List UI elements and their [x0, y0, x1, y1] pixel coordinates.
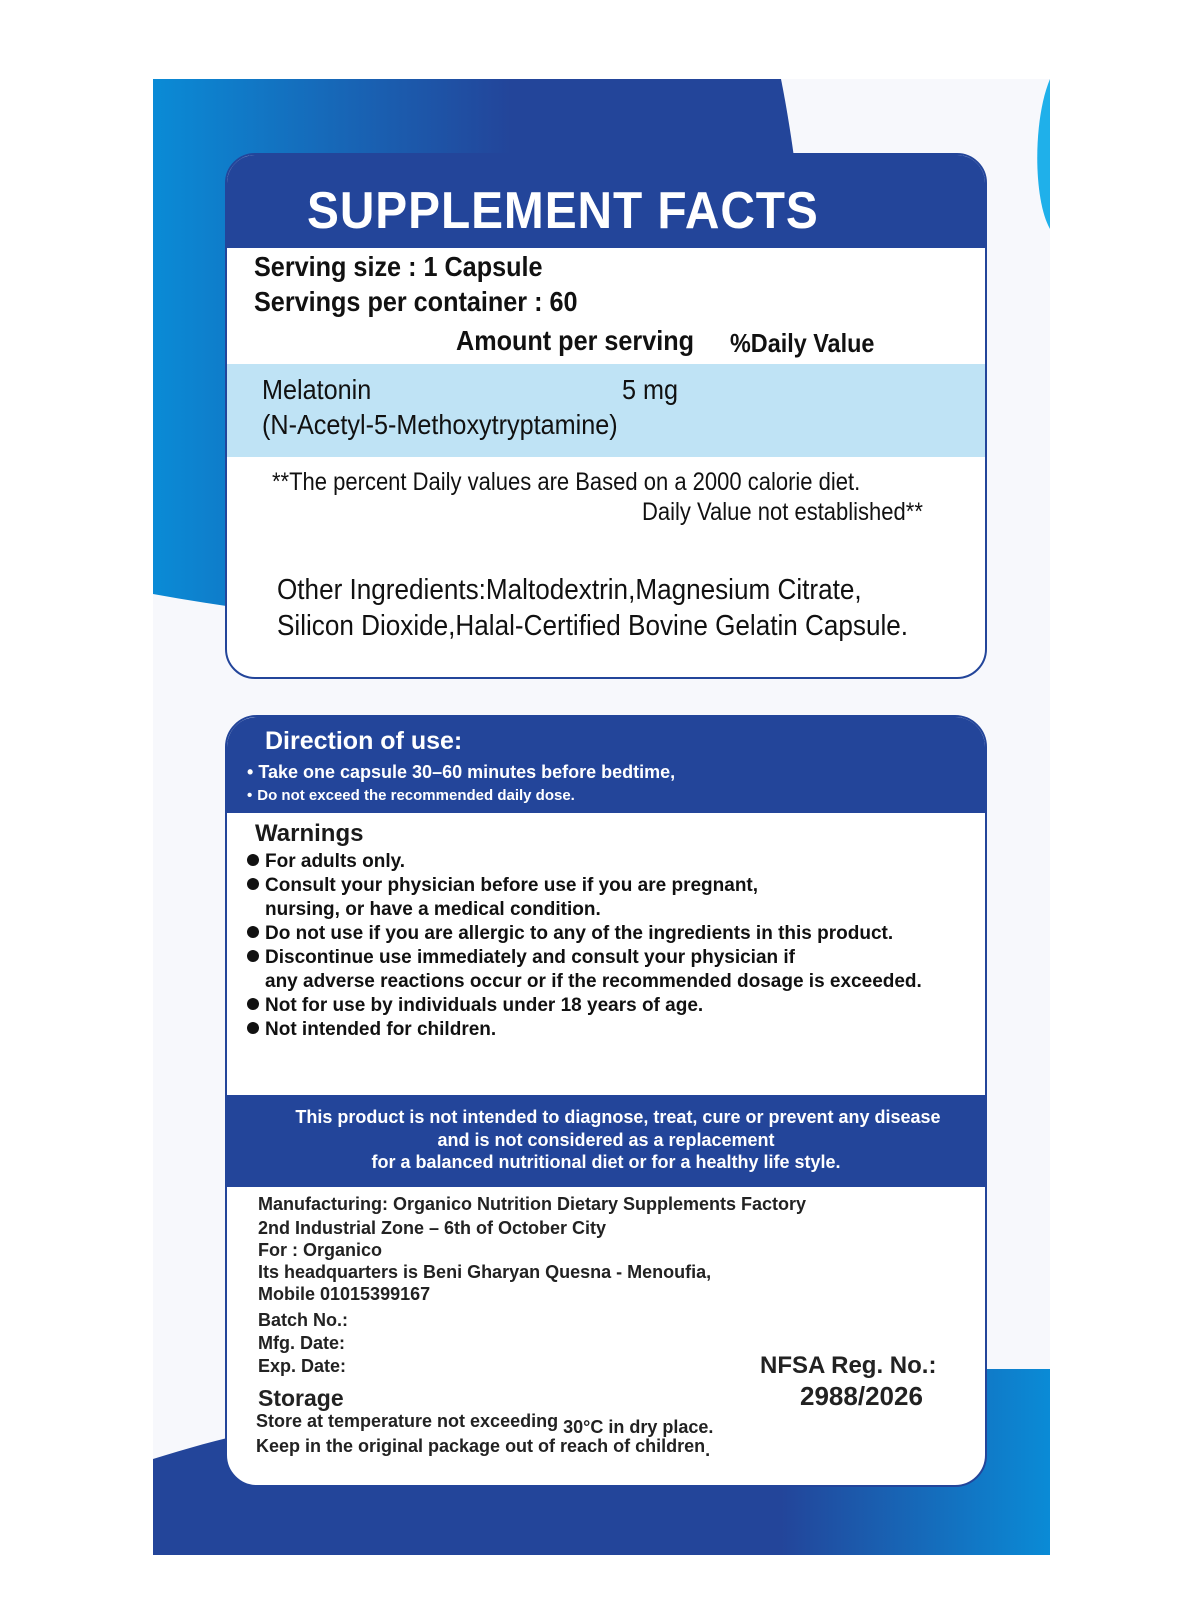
manufacturer-line1: Manufacturing: Organico Nutrition Dietary Supplements Factory: [258, 1194, 807, 1214]
nutrient-chemical-name: (N-Acetyl-5-Methoxytryptamine): [262, 409, 618, 440]
bullet-icon: •: [247, 787, 253, 804]
mfg-date: Mfg. Date:: [258, 1333, 345, 1353]
warning-item-continuation: any adverse reactions occur or if the recommended dosage is exceeded.: [265, 971, 922, 992]
registration-number: 2988/2026: [800, 1381, 923, 1411]
warning-item: Not intended for children.: [247, 1019, 496, 1041]
registration-label: NFSA Reg. No.:: [760, 1352, 937, 1379]
info-panel: [225, 715, 987, 1487]
manufacturer-line4: Its headquarters is Beni Gharyan Quesna - Menoufia,: [258, 1262, 712, 1282]
directions-header: [227, 717, 985, 813]
storage-line2: Keep in the original package out of reach of children.: [256, 1436, 711, 1460]
nutrient-row: [227, 364, 985, 457]
storage-title: Storage: [258, 1385, 344, 1411]
daily-value-header: %Daily Value: [730, 328, 875, 358]
daily-value-note: **The percent Daily values are Based on a 2000 calorie diet.: [272, 468, 861, 496]
bullet-icon: [247, 998, 259, 1010]
disclaimer-band: [227, 1095, 985, 1187]
warnings-title: Warnings: [255, 820, 364, 847]
serving-size: Serving size : 1 Capsule: [254, 251, 543, 282]
exp-date: Exp. Date:: [258, 1356, 347, 1376]
nutrient-name: Melatonin: [262, 374, 372, 405]
bullet-icon: [247, 1022, 259, 1034]
manufacturer-line3: For : Organico: [258, 1240, 383, 1260]
manufacturer-line2: 2nd Industrial Zone – 6th of October City: [258, 1218, 607, 1238]
warning-item: Consult your physician before use if you are pregnant,: [247, 875, 758, 897]
direction-item: • Do not exceed the recommended daily dose.: [247, 787, 575, 804]
storage-line1: Store at temperature not exceeding 30°C in dry place.: [256, 1411, 714, 1437]
manufacturer-line5: Mobile 01015399167: [258, 1284, 431, 1304]
warning-item: For adults only.: [247, 851, 405, 873]
daily-value-not-established: Daily Value not established**: [642, 498, 923, 526]
warning-item: Discontinue use immediately and consult your physician if: [247, 947, 795, 969]
amount-per-serving-header: Amount per serving: [456, 325, 695, 356]
bullet-icon: [247, 854, 259, 866]
supplement-facts-panel: [225, 153, 987, 679]
batch-number: Batch No.:: [258, 1310, 348, 1330]
disclaimer-line3: for a balanced nutritional diet or for a healthy life style.: [371, 1152, 841, 1172]
other-ingredients-line2: Silicon Dioxide,Halal-Certified Bovine Gelatin Capsule.: [277, 610, 909, 642]
disclaimer-line1: This product is not intended to diagnose, treat, cure or prevent any disease: [295, 1107, 941, 1127]
servings-per-container: Servings per container : 60: [254, 286, 578, 317]
bullet-icon: [247, 878, 259, 890]
directions-title: Direction of use:: [265, 727, 463, 755]
warning-item-continuation: nursing, or have a medical condition.: [265, 899, 601, 920]
disclaimer-line2: and is not considered as a replacement: [437, 1130, 775, 1150]
nutrient-amount: 5 mg: [622, 374, 679, 405]
bullet-icon: [247, 926, 259, 938]
direction-item: • Take one capsule 30–60 minutes before bedtime,: [247, 762, 676, 782]
warning-item: Do not use if you are allergic to any of the ingredients in this product.: [247, 923, 893, 945]
warning-item: Not for use by individuals under 18 years of age.: [247, 995, 703, 1017]
facts-title: SUPPLEMENT FACTS: [307, 182, 819, 240]
bullet-icon: [247, 950, 259, 962]
bullet-icon: •: [247, 762, 254, 782]
other-ingredients-line1: Other Ingredients:Maltodextrin,Magnesium Citrate,: [277, 574, 862, 606]
facts-header: [227, 155, 985, 248]
